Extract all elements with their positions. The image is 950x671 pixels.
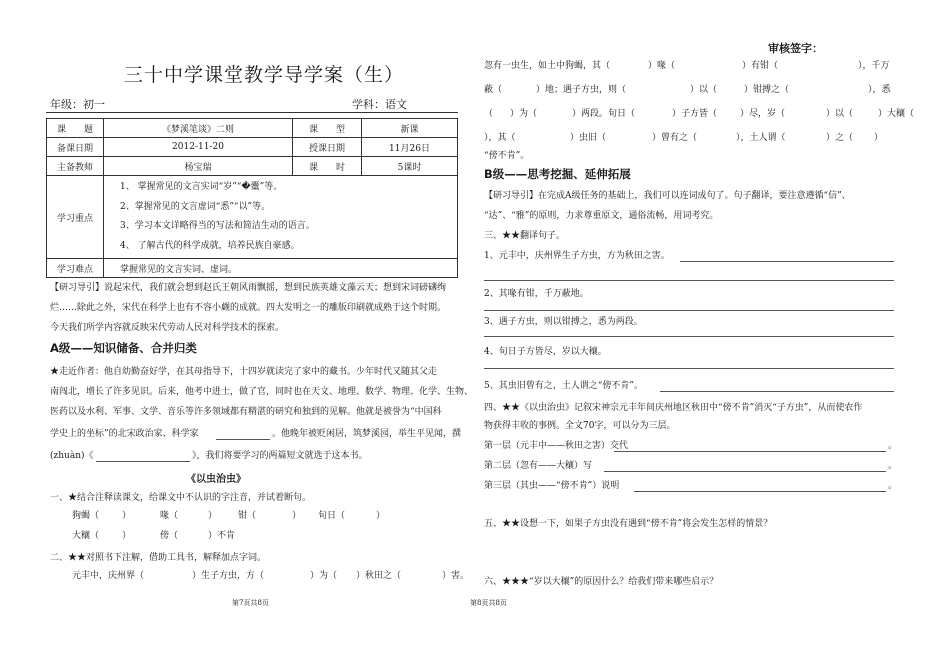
answer-line[interactable] bbox=[484, 336, 894, 337]
focus-list: 1、 掌握常见的文言实词“岁”“�櫜”等。 2、掌握常见的文言虚词“悉”“以”等。 3、学习本文详略得当的写法和简洁生动的语言。 4、 了解古代的科学成就，培养民族自豪感。 bbox=[104, 176, 458, 259]
guide-line: 【研习导引】在完成A级任务的基础上，我们可以连词成句了。句子翻译，要注意遵循“信”、 bbox=[484, 191, 851, 201]
question-4: 物获得丰收的事例。全文70字，可以分为三层。 bbox=[484, 421, 676, 431]
question-4: 四、★★《以虫治虫》记叙宋神宗元丰年间庆州地区秋田中“傍不肯”消灭“子方虫”，从而使农作 bbox=[484, 403, 863, 413]
answer-line[interactable] bbox=[484, 280, 894, 281]
author-line: 。他晚年被贬闲居，筑梦溪园，举生平见闻，撰 bbox=[272, 429, 462, 439]
section-b-heading: B级——思考挖掘、延伸拓展 bbox=[484, 167, 631, 181]
page-footer: 第8页共8页 bbox=[470, 599, 507, 607]
question-6: 六、★★★“岁以大穰”的原因什么？给我们带来哪些启示？ bbox=[484, 577, 719, 587]
subject-label: 学科：语文 bbox=[352, 98, 407, 111]
sentence: 3、遇子方虫，则以钳搏之，悉为两段。 bbox=[484, 317, 643, 327]
author-line: 南闯北，增长了许多见识。后来，他考中进士，做了官，同时也在天文、地理、数学、物理、化学、生物、 bbox=[50, 387, 474, 397]
section-a-heading: A级——知识储备、合并归类 bbox=[50, 341, 197, 355]
answer-line[interactable] bbox=[484, 310, 894, 311]
author-line: (zhuàn)《 bbox=[50, 451, 94, 461]
sentence: 1、元丰中，庆州界生子方虫，方为秋田之害。 bbox=[484, 251, 670, 261]
question-2: 二、★★对照书下注解，借助工具书，解释加点字词。 bbox=[50, 553, 267, 563]
layer-1: 第一层（元丰中——秋田之害）交代 bbox=[484, 441, 629, 451]
sentence: 2、其喙有钳，千万蔽地。 bbox=[484, 289, 589, 299]
passage-end: “傍不肯”。 bbox=[484, 151, 530, 161]
answer-line[interactable] bbox=[614, 451, 886, 452]
answer-line[interactable] bbox=[604, 471, 886, 472]
blank-line bbox=[216, 439, 270, 440]
grade-label: 年级：初一 bbox=[50, 98, 105, 111]
author-line: 医药以及水利、军事、文学、音乐等许多领域都有精湛的研究和独到的见解。他就是被誉为“中国科 bbox=[50, 407, 442, 417]
author-line: ★走近作者：他自幼勤奋好学，在其母指导下，十四岁就读完了家中的藏书。少年时代又随其父走 bbox=[50, 367, 438, 377]
essay-title: 《以虫治虫》 bbox=[186, 474, 246, 485]
layer-3: 第三层（其虫——“傍不肯”）说明 bbox=[484, 481, 620, 491]
author-line: 学史上的坐标”的北宋政治家、科学家 bbox=[50, 429, 199, 439]
guide-line: “达”、“雅”的原则，力求尊重原文，通俗流畅，用词考究。 bbox=[484, 211, 719, 221]
question-3: 三、★★翻译句子。 bbox=[484, 231, 566, 241]
table-row: 主备教师 杨宝瑞 课 时 5课时 bbox=[47, 157, 458, 176]
question-5: 五、★★设想一下，如果子方虫没有遇到“傍不肯”将会发生怎样的情景？ bbox=[484, 519, 773, 529]
answer-line[interactable] bbox=[634, 491, 886, 492]
answer-line[interactable] bbox=[680, 261, 894, 262]
intro-line: 今天我们所学内容就反映宋代劳动人民对科学技术的探索。 bbox=[50, 323, 285, 333]
blank-line bbox=[96, 461, 190, 462]
sentence: 5、其虫旧曾有之，土人谓之“傍不肯”。 bbox=[484, 381, 643, 391]
layer-2: 第二层（忽有——大穰）写 bbox=[484, 461, 593, 471]
header-rule bbox=[46, 112, 458, 113]
table-row: 备课日期 2012-11-20 授课日期 11月26日 bbox=[47, 138, 458, 157]
sentence: 4、旬日子方皆尽，岁以大穰。 bbox=[484, 347, 607, 357]
audit-signature: 审核签字： bbox=[768, 42, 823, 55]
lesson-info-table bbox=[46, 118, 458, 278]
answer-line[interactable] bbox=[660, 391, 894, 392]
page-title: 三十中学课堂教学导学案（生） bbox=[124, 64, 405, 86]
table-row: 课 题 《梦溪笔谈》二则 课 型 新课 bbox=[47, 119, 458, 138]
answer-line[interactable] bbox=[484, 368, 894, 369]
table-row: 学习难点 掌握常见的文言实词、虚词。 bbox=[47, 259, 458, 278]
table-row: 学习重点 1、 掌握常见的文言实词“岁”“�櫜”等。 2、掌握常见的文言虚词“悉”“以”等。 3、学习本文详略得当的写法和简洁生动的语言。 4、 了解古代的科学成就，培养民族自豪感。 bbox=[47, 176, 458, 259]
question-1: 一、★结合注释读课文，给课文中不认识的字注音，并试着断句。 bbox=[50, 493, 312, 503]
document-page: 三十中学课堂教学导学案（生） 年级：初一 学科：语文 课 题 《梦溪笔谈》二则 课 型 新课 备课日期 2012-11-20 授课日期 11月26日 主备教师 杨宝瑞 课 时 5课时 学习重点 1、 掌握常见的文言实词“岁”“�櫜”等。 2、掌握常见的文言虚词“悉”“以”等。 3、学习本文详略得当的写法和简洁生动的语言。 4、 了解古代的科学成就，培养民族自豪感。 学习难点 掌握常见的文言实词、虚词。 【研习导引】说起宋代，我们就会想到赵氏王朝风雨飘摇，想到民族英雄文藻云天；想到宋词磅礴绚 烂……除此之外，宋代在科学上也有不容小觑的成就。四大发明之一的雕版印刷就成熟于这个时期。 今天我们所学内容就反映宋代劳动人民对科学技术的探索。 A级——知识储备、合并归类 ★走近作者：他自幼勤奋好学，在其母指导下，十四岁就读完了家中的藏书。少年时代又随其父走 南闯北，增长了许多见识。后来，他考中进士，做了官，同时也在天文、地理、数学、物理、化学、生物、 医药以及水利、军事、文学、音乐等许多领域都有精湛的研究和独到的见解。他就是被誉为“中国科 学史上的坐标”的北宋政治家、科学家 。他晚年被贬闲居，筑梦溪园，举生平见闻，撰 (zhuàn)《 》，我们将要学习的两篇短文就选于这本书。 《以虫治虫》 一、★结合注释读课文，给课文中不认识的字注音，并试着断句。 狗蝎（ ） 喙（ ） 钳（ ） 旬日（ ） 大穰（ ） 傍（ ）不肯 二、★★对照书下注解，借助工具书，解释加点字词。 元丰中，庆州界（ ）生子方虫，方（ ）为（ ）秋田之（ ）害。 第7页共8页 审核签字： 忽有一虫生，如土中狗蝎，其（ ）喙（ ）有钳（ ），千万 蔽（ ）地；遇子方虫，则（ ）以（ ）钳搏之（ ），悉 （ ）为（ ）两段。旬日（ ）子方皆（ ）尽，岁（ ）以（ ）大穰（ ），其（ ）虫旧（ ）曾有之（ ），土人谓（ ）之（ ） “傍不肯”。 B级——思考挖掘、延伸拓展 【研习导引】在完成A级任务的基础上，我们可以连词成句了。句子翻译，要注意遵循“信”、 “达”、“雅”的原则，力求尊重原文，通俗流畅，用词考究。 三、★★翻译句子。 1、元丰中，庆州界生子方虫，方为秋田之害。 2、其喙有钳，千万蔽地。 3、遇子方虫，则以钳搏之，悉为两段。 4、旬日子方皆尽，岁以大穰。 5、其虫旧曾有之，土人谓之“傍不肯”。 四、★★《以虫治虫》记叙宋神宗元丰年间庆州地区秋田中“傍不肯”消灭“子方虫”，从而使农作 物获得丰收的事例。全文70字，可以分为三层。 第一层（元丰中——秋田之害）交代 。 第二层（忽有——大穰）写 。 第三层（其虫——“傍不肯”）说明 。 五、★★设想一下，如果子方虫没有遇到“傍不肯”将会发生怎样的情景？ 六、★★★“岁以大穰”的原因什么？给我们带来哪些启示？ 第8页共8页 bbox=[0, 0, 950, 671]
intro-line: 【研习导引】说起宋代，我们就会想到赵氏王朝风雨飘摇，想到民族英雄文藻云天；想到宋词磅礴绚 bbox=[50, 283, 447, 293]
intro-line: 烂……除此之外，宋代在科学上也有不容小觑的成就。四大发明之一的雕版印刷就成熟于这个时期。 bbox=[50, 303, 447, 313]
author-line: 》，我们将要学习的两篇短文就选于这本书。 bbox=[192, 451, 368, 461]
page-footer: 第7页共8页 bbox=[232, 599, 269, 607]
